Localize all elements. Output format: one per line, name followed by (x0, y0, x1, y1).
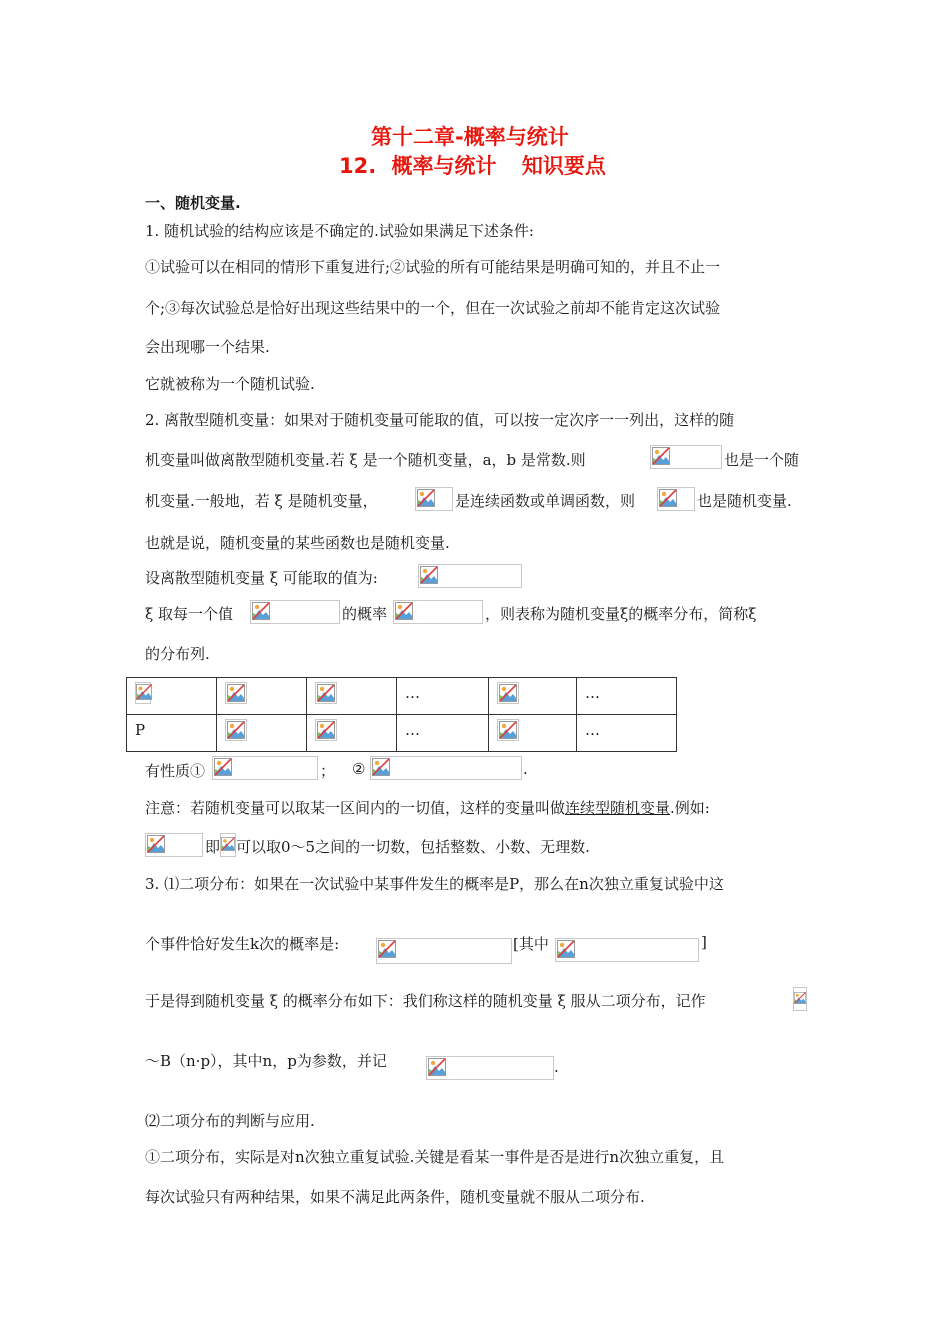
condition-line-1: ①试验可以在相同的情形下重复进行;②试验的所有可能结果是明确可知的，并且不止一 (145, 258, 721, 276)
formula-image (315, 719, 337, 741)
formula-image (426, 1056, 554, 1080)
formula-image (225, 719, 247, 741)
binomial-line-2c: ] (701, 933, 707, 951)
broken-image-icon (395, 602, 413, 620)
broken-image-icon (372, 758, 390, 776)
discrete-line-7: 的分布列. (145, 645, 210, 663)
formula-image (250, 600, 340, 624)
section-number: 12. (339, 154, 377, 178)
table-cell (307, 715, 397, 752)
formula-image (793, 987, 807, 1011)
formula-image (497, 682, 519, 704)
formula-image (225, 682, 247, 704)
heading-random-variable: 一、随机变量. (145, 194, 241, 212)
formula-image (555, 938, 699, 962)
properties-separator: ； (320, 762, 336, 780)
discrete-line-3a: 机变量.一般地，若 ξ 是随机变量， (145, 492, 378, 510)
formula-image (657, 487, 695, 511)
formula-image (393, 600, 483, 624)
binomial-application-heading: ⑵二项分布的判断与应用. (145, 1112, 315, 1130)
table-cell (489, 715, 577, 752)
table-row (127, 715, 677, 752)
table-cell (489, 678, 577, 715)
discrete-line-6c: ，则表称为随机变量ξ的概率分布，简称ξ (485, 605, 757, 623)
condition-line-4: 它就被称为一个随机试验. (145, 375, 315, 393)
broken-image-icon (417, 489, 435, 507)
broken-image-icon (221, 835, 235, 853)
table-row (127, 678, 677, 715)
note-suffix: .例如: (670, 799, 710, 817)
formula-image (145, 833, 203, 857)
broken-image-icon (378, 940, 396, 958)
binomial-application-line-1: ①二项分布，实际是对n次独立重复试验.关键是看某一事件是否是进行n次独立重复，且 (145, 1148, 725, 1166)
discrete-line-6b: 的概率 (342, 605, 388, 623)
binomial-line-4a: ～B（n·p），其中n，p为参数，并记 (145, 1052, 387, 1070)
broken-image-icon (428, 1058, 446, 1076)
binomial-line-2b: [其中 (513, 935, 549, 953)
section-title (339, 150, 606, 180)
formula-image (418, 564, 522, 588)
table-cell (217, 715, 307, 752)
broken-image-icon (252, 602, 270, 620)
properties-label: 有性质① (145, 762, 206, 780)
properties-end: . (523, 760, 528, 778)
table-cell-ellipsis: … (577, 678, 677, 715)
continuous-variable-term: 连续型随机变量 (565, 799, 671, 817)
table-cell (307, 678, 397, 715)
broken-image-icon (420, 566, 438, 584)
properties-second: ② (352, 760, 366, 778)
note-line-1 (145, 797, 710, 818)
condition-line-2: 个;③每次试验总是恰好出现这些结果中的一个，但在一次试验之前却不能肯定这次试验 (145, 299, 721, 317)
broken-image-icon (652, 447, 670, 465)
broken-image-icon (147, 835, 165, 853)
table-cell (217, 678, 307, 715)
formula-image (135, 682, 151, 704)
table-cell-label: P (127, 715, 217, 752)
table-cell-ellipsis: … (397, 715, 489, 752)
formula-image (212, 756, 318, 780)
formula-image (415, 487, 453, 511)
binomial-line-2a: 个事件恰好发生k次的概率是: (145, 935, 340, 953)
table-cell-ellipsis: … (397, 678, 489, 715)
discrete-line-2a: 机变量叫做离散型随机变量.若 ξ 是一个随机变量，a，b 是常数.则 (145, 451, 586, 469)
note-line-2a: 即 (205, 838, 221, 856)
binomial-line-4b: . (554, 1058, 559, 1076)
broken-image-icon (214, 758, 232, 776)
table-cell-ellipsis: … (577, 715, 677, 752)
binomial-line-3: 于是得到随机变量 ξ 的概率分布如下：我们称这样的随机变量 ξ 服从二项分布，记作 (145, 992, 706, 1010)
broken-image-icon (794, 989, 806, 1007)
note-line-2b: 可以取0～5之间的一切数，包括整数、小数、无理数. (236, 838, 590, 856)
formula-image (315, 682, 337, 704)
discrete-line-3c: 也是随机变量. (697, 492, 792, 510)
condition-line-3: 会出现哪一个结果. (145, 338, 270, 356)
binomial-application-line-2: 每次试验只有两种结果，如果不满足此两条件，随机变量就不服从二项分布. (145, 1188, 645, 1206)
discrete-line-1: 2. 离散型随机变量：如果对于随机变量可能取的值，可以按一定次序一一列出，这样的随 (145, 411, 735, 429)
formula-image (220, 833, 236, 857)
broken-image-icon (557, 940, 575, 958)
section-title-a: 概率与统计 (391, 154, 497, 178)
discrete-line-3b: 是连续函数或单调函数，则 (455, 492, 636, 510)
binomial-line-1: 3. ⑴二项分布：如果在一次试验中某事件发生的概率是P，那么在n次独立重复试验中这 (145, 875, 724, 893)
note-prefix: 注意：若随机变量可以取某一区间内的一切值，这样的变量叫做 (145, 799, 566, 817)
formula-image (376, 938, 512, 964)
section-title-b: 知识要点 (521, 154, 606, 178)
chapter-title: 第十二章-概率与统计 (371, 125, 569, 149)
discrete-line-2b: 也是一个随 (724, 451, 800, 469)
discrete-line-5: 设离散型随机变量 ξ 可能取的值为: (145, 569, 378, 587)
discrete-line-4: 也就是说，随机变量的某些函数也是随机变量. (145, 534, 450, 552)
table-cell (127, 678, 217, 715)
distribution-table (126, 677, 677, 752)
paragraph-1-intro: 1. 随机试验的结构应该是不确定的.试验如果满足下述条件: (145, 222, 534, 240)
formula-image (650, 445, 722, 469)
formula-image (370, 756, 522, 780)
formula-image (497, 719, 519, 741)
broken-image-icon (659, 489, 677, 507)
discrete-line-6a: ξ 取每一个值 (145, 605, 234, 623)
